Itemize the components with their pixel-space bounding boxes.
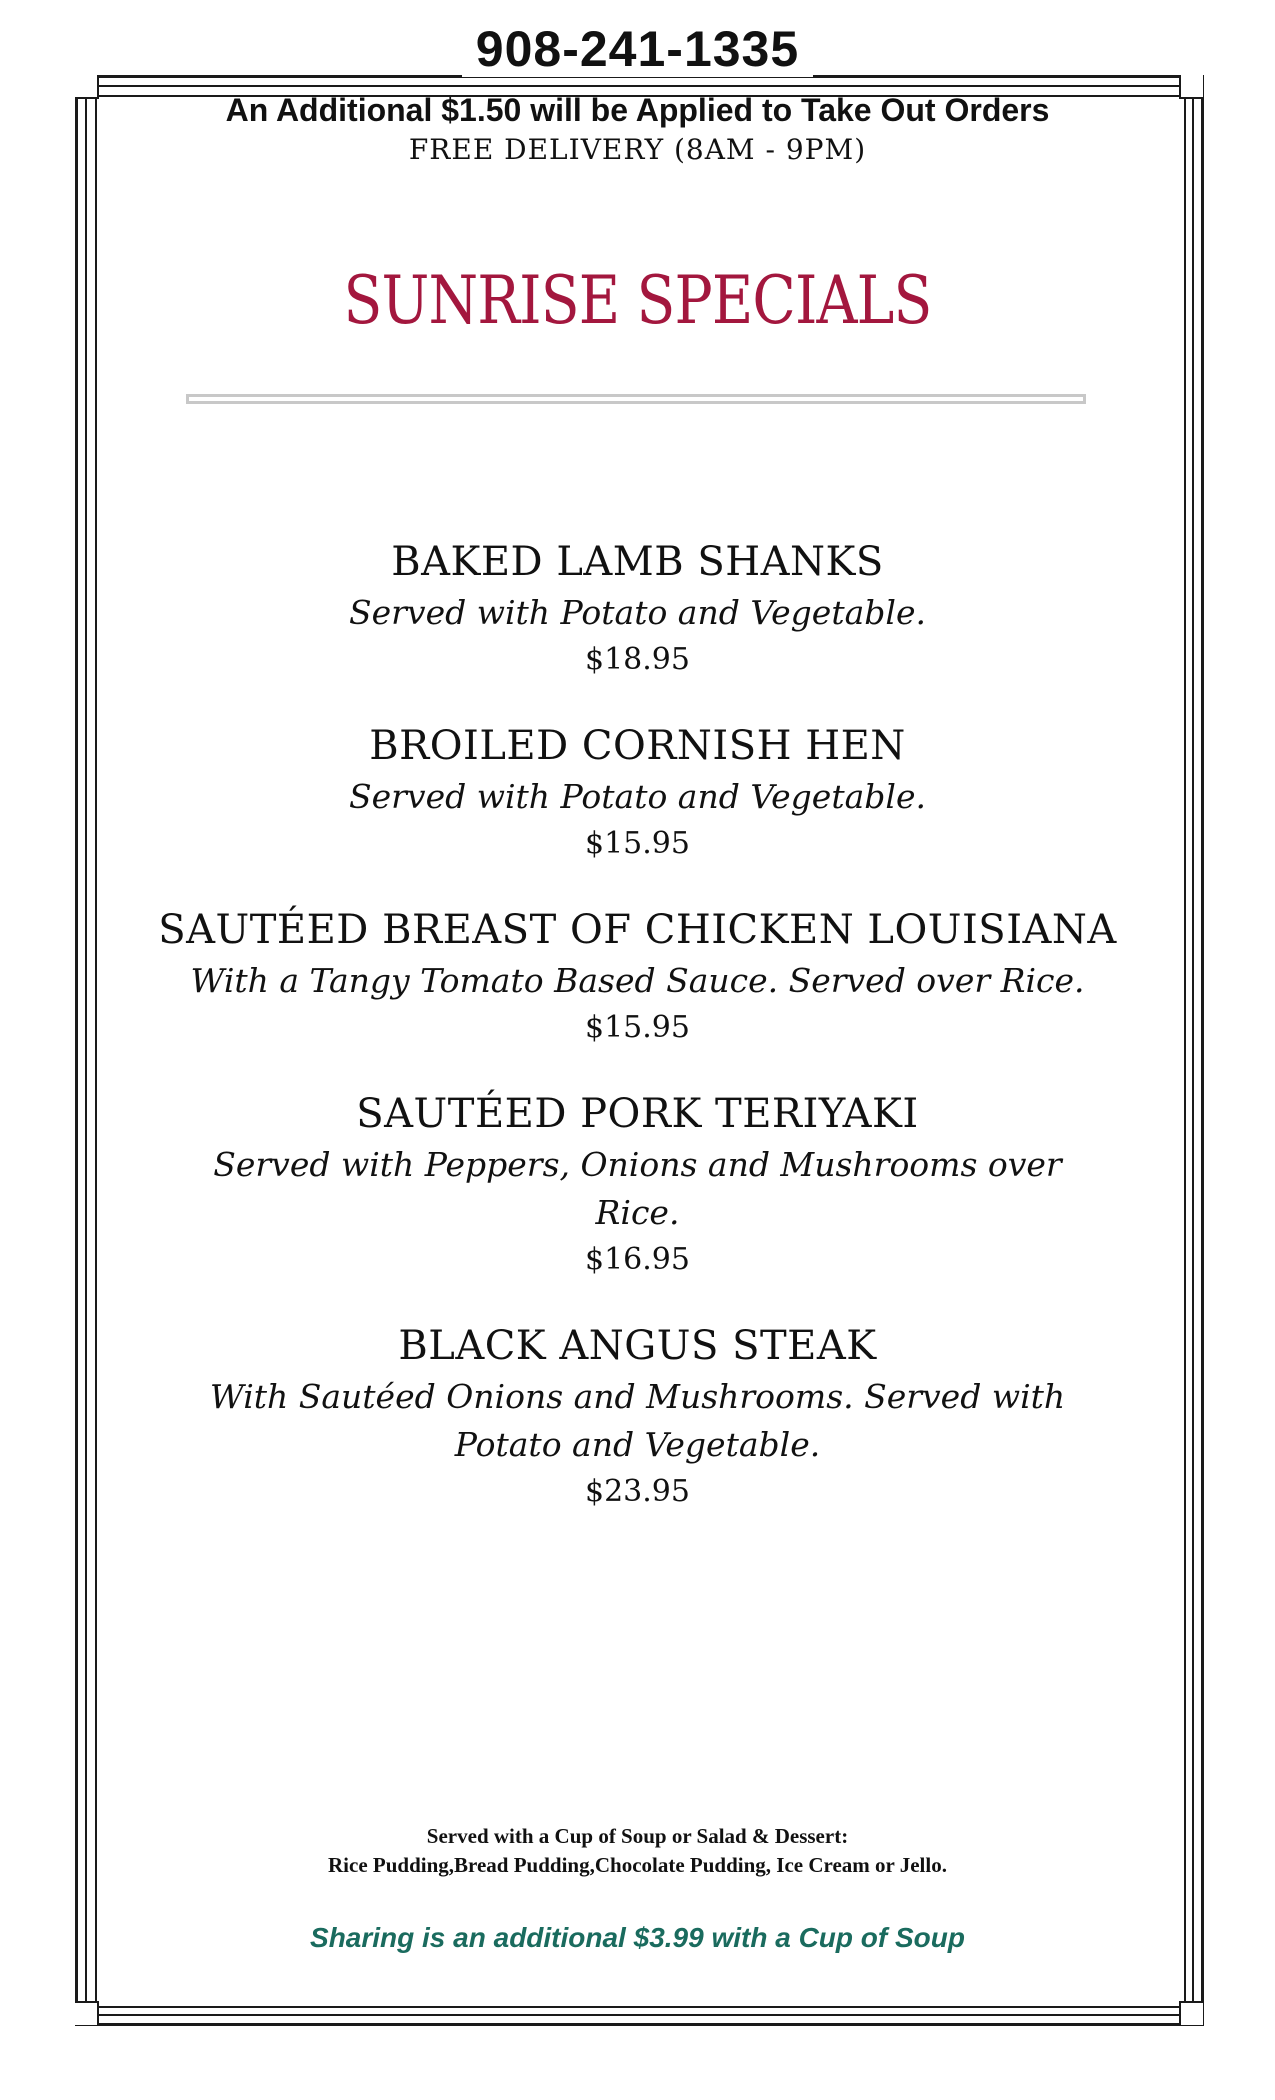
menu-item-price: $15.95 bbox=[585, 1010, 690, 1045]
menu-item-description: With Sautéed Onions and Mushrooms. Served with Potato and Vegetable. bbox=[209, 1377, 1066, 1464]
menu-item-price: $15.95 bbox=[585, 826, 690, 861]
menu-item-price: $23.95 bbox=[585, 1474, 690, 1509]
menu-item-price: $16.95 bbox=[585, 1242, 690, 1277]
dessert-options-line: Rice Pudding,Bread Pudding,Chocolate Pudding, Ice Cream or Jello. bbox=[328, 1853, 947, 1877]
sharing-charge-note: Sharing is an additional $3.99 with a Cup of Soup bbox=[310, 1922, 965, 1953]
menu-item bbox=[150, 719, 1125, 867]
menu-item-description: Served with Potato and Vegetable. bbox=[349, 777, 926, 816]
menu-item-description: Served with Peppers, Onions and Mushrooms over Rice. bbox=[213, 1145, 1062, 1232]
menu-item-description: Served with Potato and Vegetable. bbox=[349, 593, 926, 632]
included-sides-line: Served with a Cup of Soup or Salad & Dessert: bbox=[426, 1824, 849, 1848]
menu-item-name: SAUTÉED PORK TERIYAKI bbox=[356, 1091, 919, 1137]
menu-item-description: With a Tangy Tomato Based Sauce. Served over Rice. bbox=[190, 961, 1085, 1000]
takeout-surcharge-note: An Additional $1.50 will be Applied to Take Out Orders bbox=[225, 92, 1050, 128]
menu-item-price: $18.95 bbox=[585, 642, 690, 677]
free-delivery-note: FREE DELIVERY (8AM - 9PM) bbox=[408, 133, 867, 166]
page-title: SUNRISE SPECIALS bbox=[343, 262, 932, 339]
frame-corner-notch bbox=[75, 2001, 99, 2025]
phone-number: 908-241-1335 bbox=[462, 21, 813, 77]
included-sides-note bbox=[0, 1822, 1275, 1880]
menu-item-name: BROILED CORNISH HEN bbox=[369, 723, 906, 769]
menu-items-list bbox=[150, 535, 1125, 1551]
menu-item-name: SAUTÉED BREAST OF CHICKEN LOUISIANA bbox=[158, 907, 1117, 953]
phone-number-heading bbox=[0, 20, 1275, 78]
menu-item bbox=[150, 1319, 1125, 1515]
menu-item bbox=[150, 1087, 1125, 1283]
frame-corner-notch bbox=[1179, 2001, 1203, 2025]
menu-item-name: BLACK ANGUS STEAK bbox=[398, 1323, 877, 1369]
menu-item-name: BAKED LAMB SHANKS bbox=[391, 539, 884, 585]
menu-item bbox=[150, 535, 1125, 683]
menu-item bbox=[150, 903, 1125, 1051]
title-divider bbox=[186, 394, 1086, 404]
